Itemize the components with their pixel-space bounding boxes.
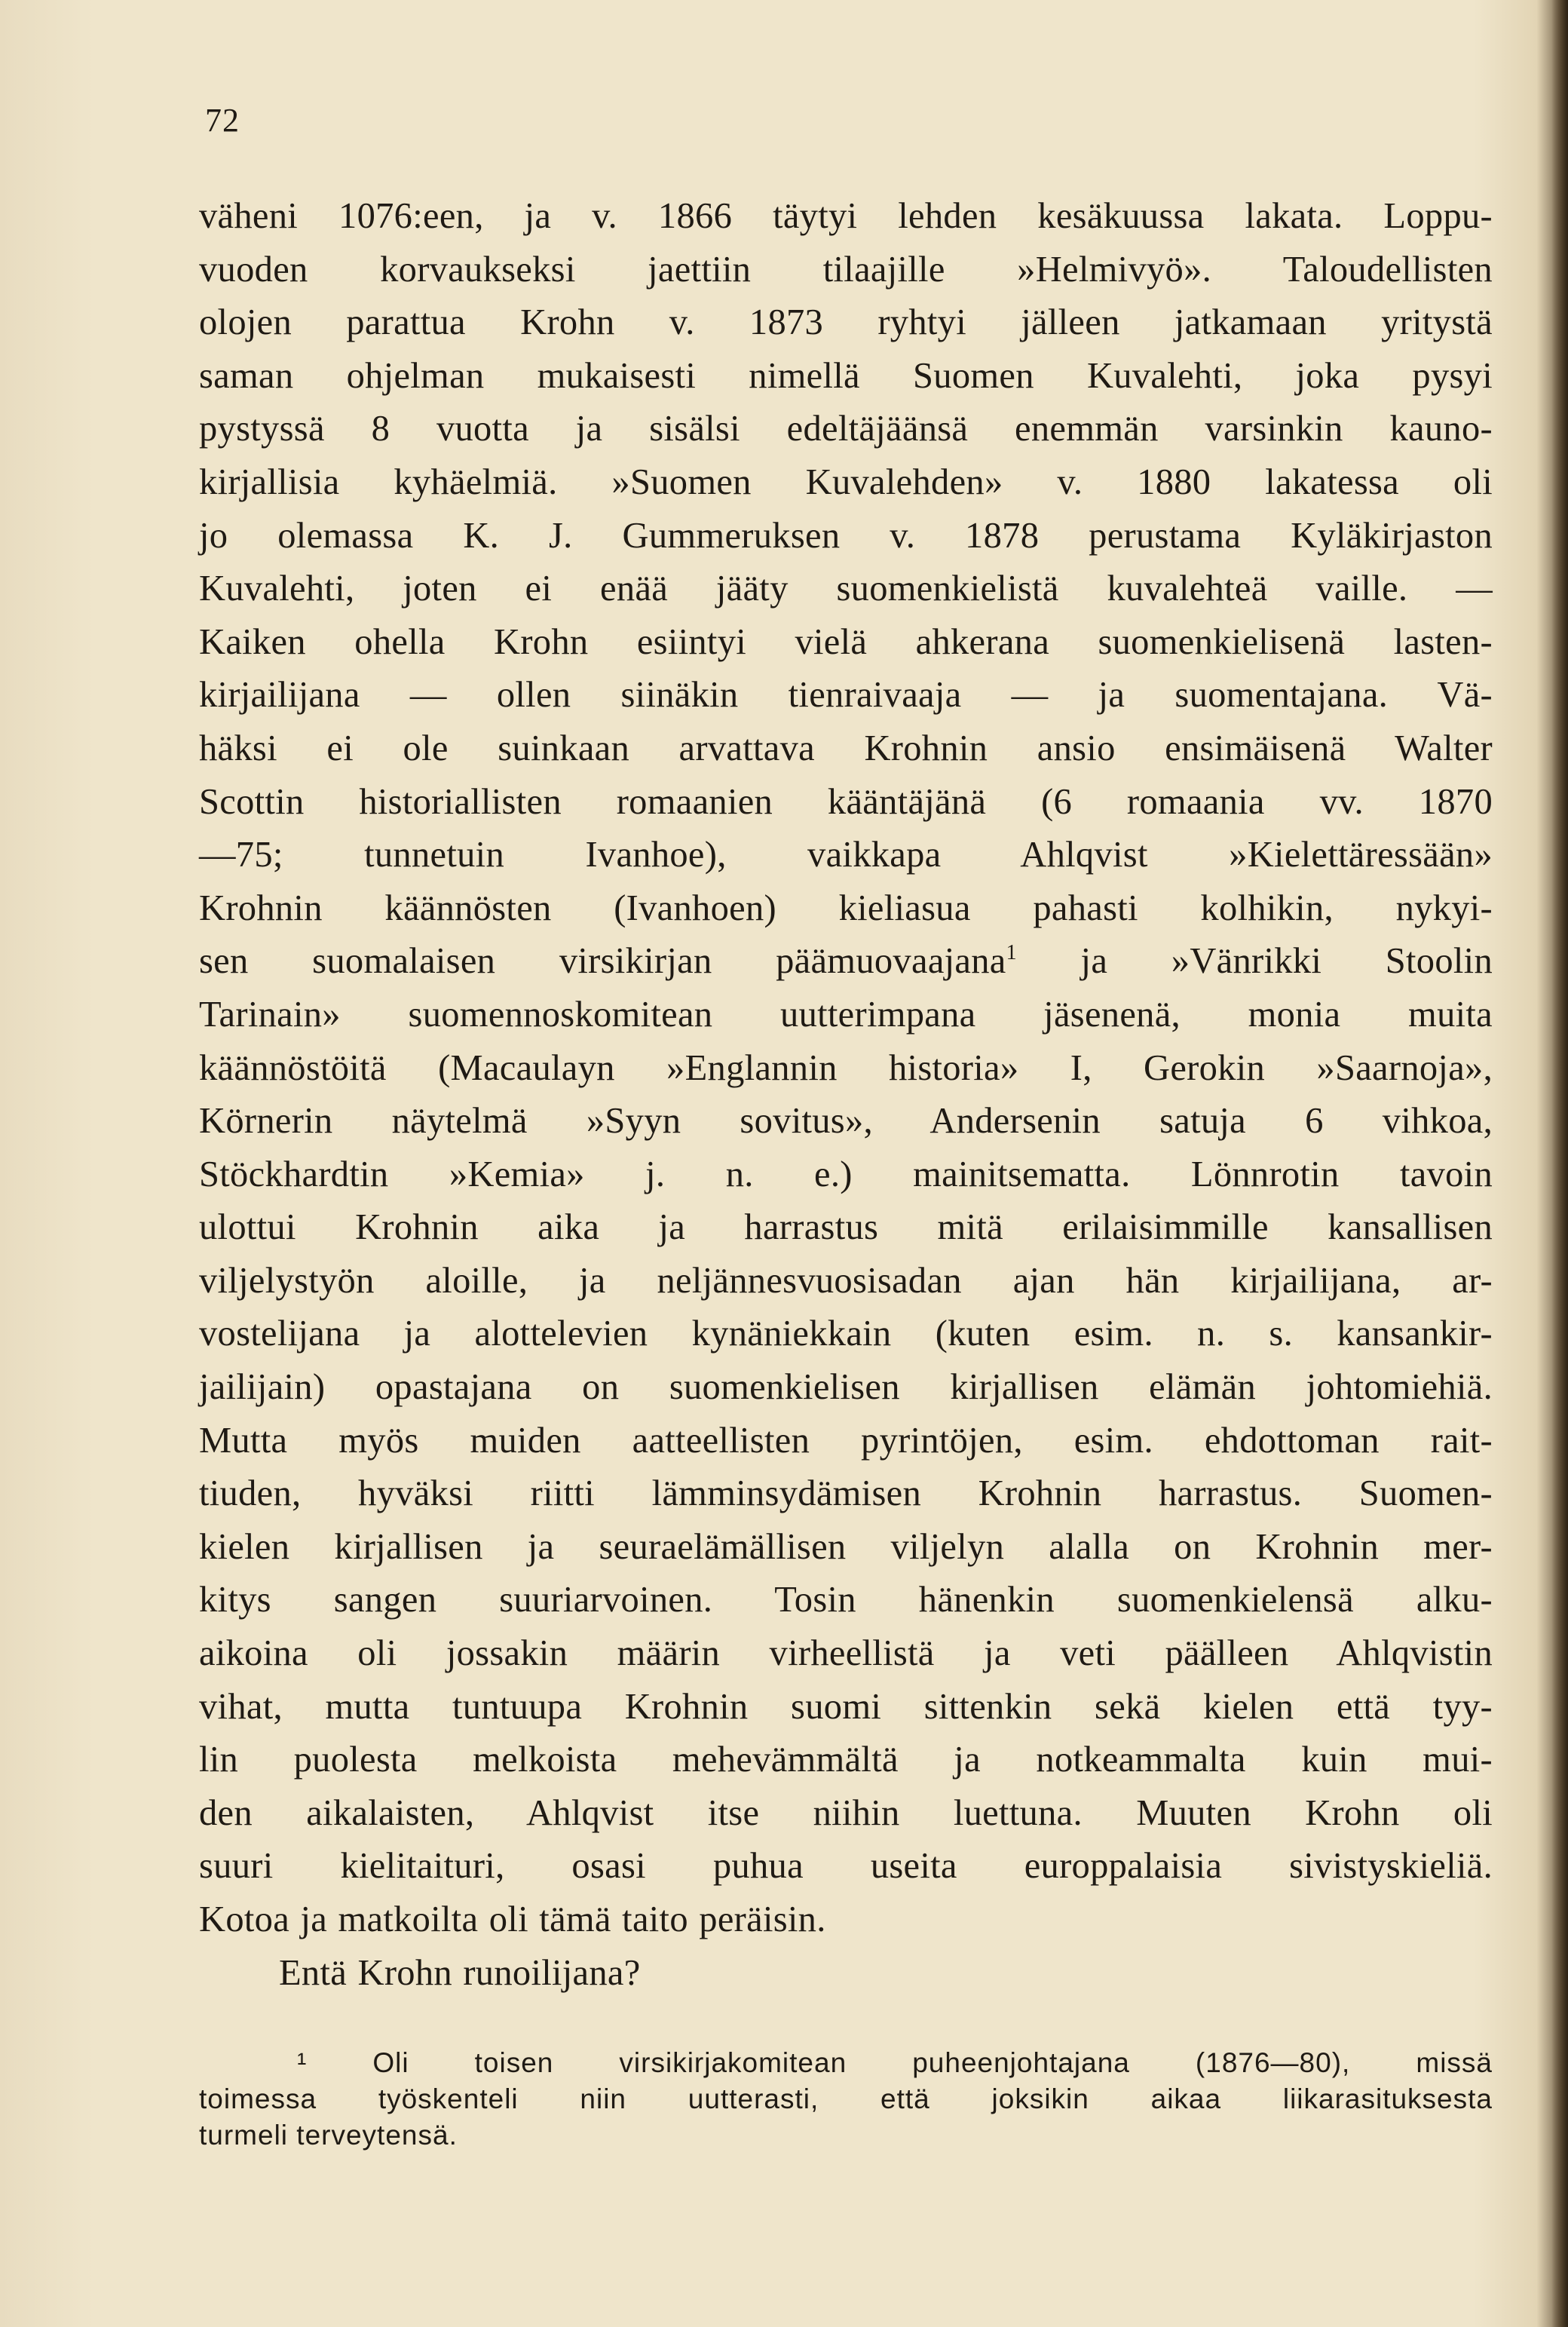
text-line: ulottui Krohnin aika ja harrastus mitä erilaisimmille kansallisen	[199, 1207, 1493, 1248]
line-text-after-ref: ja »Vänrikki Stoolin	[1016, 941, 1493, 982]
text-line: vihat, mutta tuntuupa Krohnin suomi sittenkin sekä kielen että tyy-	[199, 1686, 1493, 1727]
text-line: saman ohjelman mukaisesti nimellä Suomen Kuvalehti, joka pysyi	[199, 355, 1493, 396]
text-line: Entä Krohn runoilijana?	[279, 1952, 641, 1993]
text-line: Kotoa ja matkoilta oli tämä taito peräisin.	[199, 1899, 826, 1939]
text-line: Krohnin käännösten (Ivanhoen) kieliasua pahasti kolhikin, nykyi-	[199, 888, 1493, 928]
text-line: Kaiken ohella Krohn esiintyi vielä ahkerana suomenkielisenä lasten-	[199, 621, 1493, 662]
text-line: tiuden, hyväksi riitti lämminsydämisen Krohnin harrastus. Suomen-	[199, 1473, 1493, 1514]
text-line: suuri kielitaituri, osasi puhua useita europpalaisia sivistyskieliä.	[199, 1846, 1493, 1887]
text-line: häksi ei ole suinkaan arvattava Krohnin ansio ensimäisenä Walter	[199, 728, 1493, 768]
text-line: Tarinain» suomennoskomitean uutterimpana jäsenenä, monia muita	[199, 994, 1493, 1035]
text-line: vostelijana ja alottelevien kynäniekkain (kuten esim. n. s. kansankir-	[199, 1314, 1493, 1354]
text-line: kirjallisia kyhäelmiä. »Suomen Kuvalehden» v. 1880 lakatessa oli	[199, 461, 1493, 502]
text-line: viljelystyön aloille, ja neljännesvuosisadan ajan hän kirjailijana, ar-	[199, 1260, 1493, 1301]
footnote-ref-marker: 1	[1006, 941, 1017, 965]
text-line: Körnerin näytelmä »Syyn sovitus», Andersenin satuja 6 vihkoa,	[199, 1101, 1493, 1142]
page-number: 72	[205, 102, 240, 139]
text-line: pystyssä 8 vuotta ja sisälsi edeltäjäänsä enemmän varsinkin kauno-	[199, 409, 1493, 449]
text-line: jo olemassa K. J. Gummeruksen v. 1878 perustama Kyläkirjaston	[199, 515, 1493, 556]
text-line: aikoina oli jossakin määrin virheellistä ja veti päälleen Ahlqvistin	[199, 1633, 1493, 1674]
footnote	[199, 2045, 1493, 2154]
text-line: käännöstöitä (Macaulayn »Englannin historia» I, Gerokin »Saarnoja»,	[199, 1047, 1493, 1088]
text-line: Stöckhardtin »Kemia» j. n. e.) mainitsematta. Lönnrotin tavoin	[199, 1154, 1493, 1194]
text-line: kirjailijana — ollen siinäkin tienraivaaja — ja suomentajana. Vä-	[199, 675, 1493, 716]
footnote-line: ¹ Oli toisen virsikirjakomitean puheenjohtajana (1876—80), missä	[297, 2047, 1493, 2078]
footnote-line: turmeli terveytensä.	[199, 2120, 458, 2151]
text-line: den aikalaisten, Ahlqvist itse niihin luettuna. Muuten Krohn oli	[199, 1792, 1493, 1833]
text-line: lin puolesta melkoista mehevämmältä ja notkeammalta kuin mui-	[199, 1740, 1493, 1780]
text-line: Kuvalehti, joten ei enää jääty suomenkielistä kuvalehteä vaille. —	[199, 569, 1493, 609]
line-text-before-ref: sen suomalaisen virsikirjan päämuovaajana	[199, 941, 1006, 982]
text-line-with-footnote-ref	[199, 935, 1493, 989]
text-line: kitys sangen suuriarvoinen. Tosin hänenkin suomenkielensä alku-	[199, 1580, 1493, 1620]
text-line: olojen parattua Krohn v. 1873 ryhtyi jälleen jatkamaan yritystä	[199, 302, 1493, 343]
footnote-line: toimessa työskenteli niin uutterasti, että joksikin aikaa liikarasituksesta	[199, 2083, 1493, 2114]
body-text	[199, 190, 1493, 2000]
text-line: kielen kirjallisen ja seuraelämällisen viljelyn alalla on Krohnin mer-	[199, 1526, 1493, 1567]
text-line: väheni 1076:een, ja v. 1866 täytyi lehden kesäkuussa lakata. Loppu-	[199, 196, 1493, 236]
text-line: —75; tunnetuin Ivanhoe), vaikkapa Ahlqvist »Kielettäressään»	[199, 835, 1493, 875]
text-line: Scottin historiallisten romaanien kääntäjänä (6 romaania vv. 1870	[199, 781, 1493, 822]
text-line: jailijain) opastajana on suomenkielisen kirjallisen elämän johtomiehiä.	[199, 1367, 1493, 1408]
text-line: Mutta myös muiden aatteellisten pyrintöjen, esim. ehdottoman rait-	[199, 1420, 1493, 1461]
text-line: vuoden korvaukseksi jaettiin tilaajille »Helmivyö». Taloudellisten	[199, 249, 1493, 290]
page-edge-shadow	[1551, 0, 1568, 2327]
